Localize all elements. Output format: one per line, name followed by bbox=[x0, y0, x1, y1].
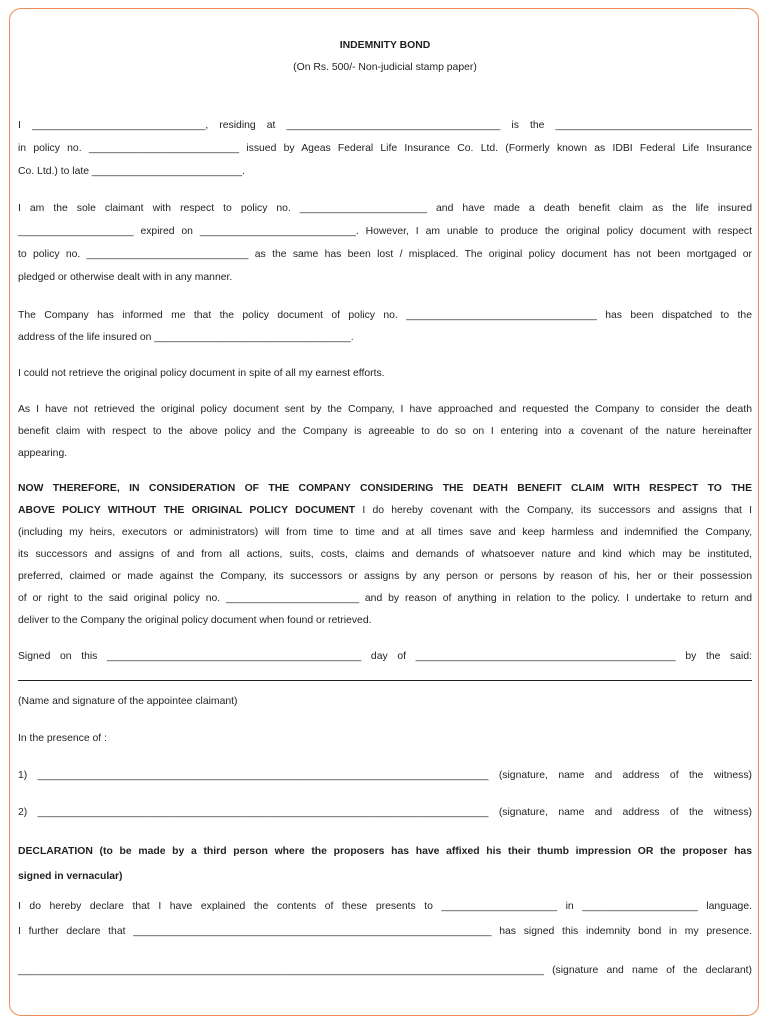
declaration-line4: I further declare that ______________________________________________________________ has signed this indemnity bond in my presence. bbox=[18, 926, 752, 937]
document-title: INDEMNITY BOND bbox=[339, 40, 431, 51]
declaration-line3: I do hereby declare that I have explained the contents of these presents to ____________________ in ____________________ language. bbox=[18, 901, 752, 912]
declaration-line2: signed in vernacular) bbox=[18, 871, 123, 882]
para6-line2-rest: I do hereby covenant with the Company, its successors and assigns that I bbox=[355, 505, 752, 516]
para5-line2: benefit claim with respect to the above policy and the Company is agreeable to do so on I entering into a covenant of the nature hereinafter bbox=[18, 426, 752, 437]
para3-line2: address of the life insured on __________________________________. bbox=[18, 332, 354, 343]
para2-line4: pledged or otherwise dealt with in any manner. bbox=[18, 272, 233, 283]
para2-line2: ____________________ expired on ___________________________. However, I am unable to produce the original policy document with respect bbox=[18, 226, 752, 237]
signature-rule bbox=[18, 680, 752, 681]
para6-line2-bold: ABOVE POLICY WITHOUT THE ORIGINAL POLICY DOCUMENT bbox=[18, 505, 356, 516]
para6-line4: its successors and assigns of and from all actions, suits, costs, claims and demands of whatsoever nature and kind which may be instituted, bbox=[18, 549, 752, 560]
appointee-caption: (Name and signature of the appointee claimant) bbox=[18, 696, 238, 707]
para6-line6: of or right to the said original policy no. _______________________ and by reason of anything in relation to the policy. I undertake to return and bbox=[18, 593, 752, 604]
para2-line1: I am the sole claimant with respect to policy no. ______________________ and have made a death benefit claim as the life insured bbox=[18, 203, 752, 214]
para1-line3: Co. Ltd.) to late __________________________. bbox=[18, 166, 246, 177]
para2-line3: to policy no. ____________________________ as the same has been lost / misplaced. The original policy document has not been mortgaged or bbox=[18, 249, 752, 260]
para3-line1: The Company has informed me that the policy document of policy no. _________________________________ has been dispatched to the bbox=[18, 310, 752, 321]
para6-line5: preferred, claimed or made against the Company, its successors or assigns by any person or persons by reason of his, her or their possession bbox=[18, 571, 752, 582]
para1-line2: in policy no. __________________________ issued by Ageas Federal Life Insurance Co. Ltd. (Formerly known as IDBI Federal Life Insurance bbox=[18, 143, 752, 154]
declaration-line1: DECLARATION (to be made by a third person where the proposers has have affixed his their thumb impression OR the proposer has bbox=[18, 846, 752, 857]
para4-line1: I could not retrieve the original policy document in spite of all my earnest efforts. bbox=[18, 368, 385, 379]
witness-2-line: 2) ______________________________________________________________________________ (signature, name and address of the witness) bbox=[18, 807, 752, 818]
para5-line1: As I have not retrieved the original policy document sent by the Company, I have approached and requested the Company to consider the death bbox=[18, 404, 752, 415]
signed-on-line: Signed on this ____________________________________________ day of _____________________________________________ by the said: bbox=[18, 651, 752, 662]
presence-label: In the presence of : bbox=[18, 733, 107, 744]
para6-line3: (including my heirs, executors or administrators) will from time to time and at all times save and keep harmless and indemnified the Company, bbox=[18, 527, 752, 538]
para5-line3: appearing. bbox=[18, 448, 68, 459]
para6-line7: deliver to the Company the original policy document when found or retrieved. bbox=[18, 615, 372, 626]
document-subtitle: (On Rs. 500/- Non-judicial stamp paper) bbox=[293, 62, 477, 73]
declarant-signature-line: ___________________________________________________________________________________________ (signature and name of the declarant) bbox=[18, 965, 752, 976]
para1-line1: I ______________________________, residing at _____________________________________ is the __________________________________ bbox=[18, 120, 752, 131]
witness-1-line: 1) ______________________________________________________________________________ (signature, name and address of the witness) bbox=[18, 770, 752, 781]
para6-line1: NOW THEREFORE, IN CONSIDERATION OF THE COMPANY CONSIDERING THE DEATH BENEFIT CLAIM WITH RESPECT TO THE bbox=[18, 483, 752, 494]
para6-line2 bbox=[18, 505, 752, 516]
